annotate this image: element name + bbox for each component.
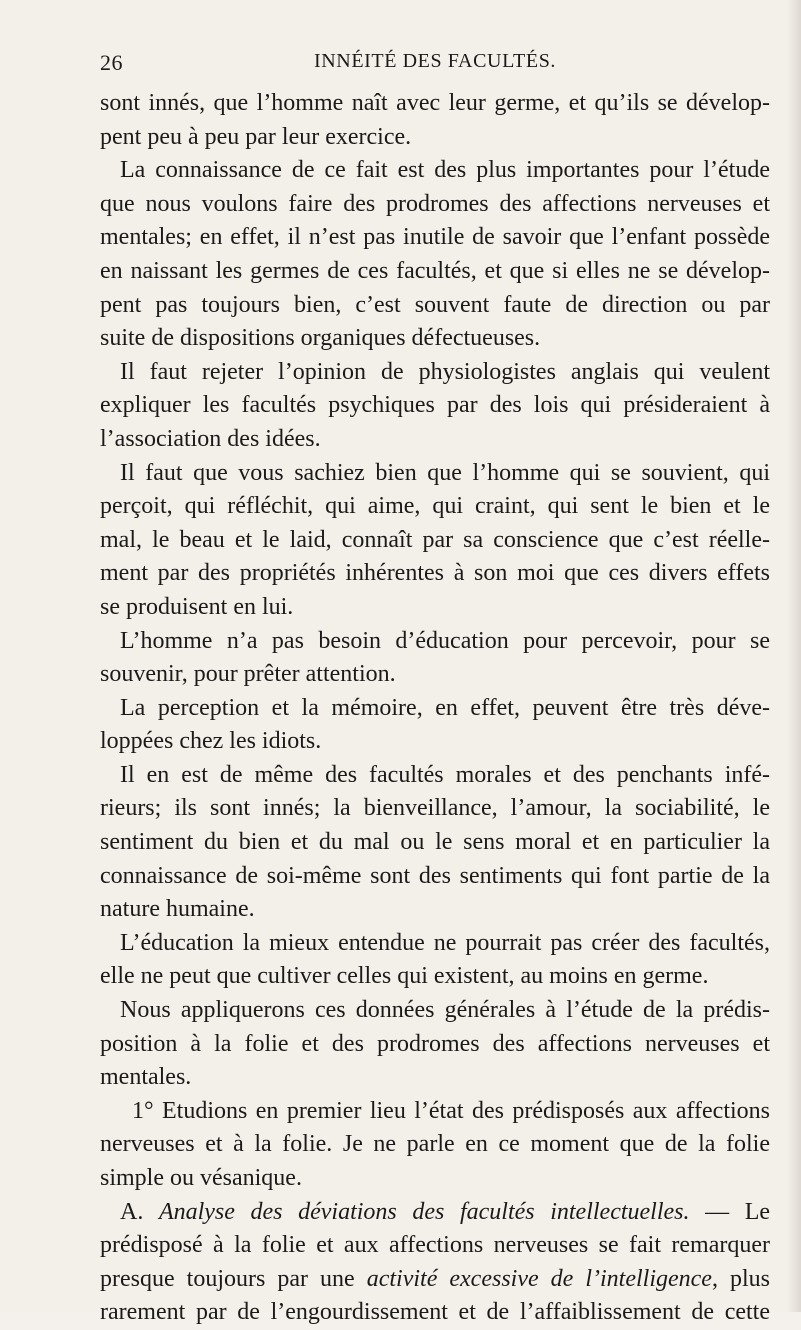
text-line: sont innés, que l’homme naît avec leur germe, et qu’ils se dévelop-	[100, 90, 770, 116]
page-edge-shadow	[787, 0, 801, 1312]
paragraph-start-line: Nous appliquerons ces données générales à l’étude de la prédis-	[120, 997, 770, 1024]
text-line: mentales.	[100, 1064, 192, 1091]
body-text	[100, 87, 770, 1330]
text-line: sentiment du bien et du mal ou le sens moral et en particulier la	[100, 829, 770, 856]
text-line: prédisposé à la folie et aux affections nerveuses se fait remarquer	[100, 1232, 770, 1259]
emphasized-text: activité excessive de l’intelligence	[366, 1265, 712, 1292]
text-line: nature humaine.	[100, 896, 255, 923]
paragraph-start-line: 1° Etudions en premier lieu l’état des prédisposés aux affections	[132, 1097, 770, 1124]
text-line: position à la folie et des prodromes des affections nerveuses et	[100, 1030, 770, 1057]
text-line: mal, le beau et le laid, connaît par sa conscience que c’est réelle-	[100, 526, 770, 553]
text-line: suite de dispositions organiques défectueuses.	[100, 325, 541, 352]
text-line: connaissance de soi-même sont des sentiments qui font partie de la	[100, 862, 770, 889]
page-number: 26	[100, 50, 123, 75]
text-line: que nous voulons faire des prodromes des affections nerveuses et	[100, 190, 770, 217]
running-title: INNÉITÉ DES FACULTÉS.	[313, 50, 557, 72]
text-line: expliquer les facultés psychiques par des lois qui présideraient à	[100, 392, 770, 419]
text-line: l’association des idées.	[100, 425, 321, 452]
section-heading-line	[100, 1196, 770, 1230]
section-line-rest: — Le	[689, 1198, 770, 1225]
paragraph-start-line: L’éducation la mieux entendue ne pourrait pas créer des facultés,	[120, 929, 770, 956]
section-title: Analyse des déviations des facultés intellectuelles.	[158, 1198, 690, 1225]
text-line: rieurs; ils sont innés; la bienveillance, l’amour, la sociabilité, le	[100, 795, 770, 822]
paragraph-start-line: Il faut que vous sachiez bien que l’homme qui se souvient, qui	[120, 459, 770, 486]
paragraph-start-line: L’homme n’a pas besoin d’éducation pour percevoir, pour se	[120, 627, 770, 654]
text-line: souvenir, pour prêter attention.	[100, 661, 396, 688]
text-line-with-emphasis	[100, 1263, 770, 1297]
text-line: pent pas toujours bien, c’est souvent faute de direction ou par	[100, 291, 770, 318]
page-header	[100, 50, 770, 80]
paragraph-start-line: La perception et la mémoire, en effet, peuvent être très déve-	[120, 694, 770, 721]
paragraph-start-line: Il faut rejeter l’opinion de physiologistes anglais qui veulent	[120, 358, 770, 385]
section-label: A.	[120, 1198, 144, 1225]
text-line: se produisent en lui.	[100, 593, 294, 620]
text-line: nerveuses et à la folie. Je ne parle en ce moment que de la folie	[100, 1131, 770, 1158]
text-line: mentales; en effet, il n’est pas inutile de savoir que l’enfant possède	[100, 224, 770, 251]
paragraph-start-line: La connaissance de ce fait est des plus importantes pour l’étude	[120, 157, 770, 184]
text-line: perçoit, qui réfléchit, qui aime, qui craint, qui sent le bien et le	[100, 493, 770, 520]
paragraph-start-line: Il en est de même des facultés morales et des penchants infé-	[120, 761, 770, 788]
text-line: ment par des propriétés inhérentes à son moi que ces divers effets	[100, 560, 770, 587]
text-line: elle ne peut que cultiver celles qui existent, au moins en germe.	[100, 963, 709, 990]
text-line: loppées chez les idiots.	[100, 728, 322, 755]
text-line: en naissant les germes de ces facultés, et que si elles ne se dévelop-	[100, 257, 770, 284]
text-line: pent peu à peu par leur exercice.	[100, 123, 412, 150]
text-line: rarement par de l’engourdissement et de l’affaiblissement de cette	[100, 1299, 770, 1326]
text-line: simple ou vésanique.	[100, 1165, 302, 1191]
text-segment: , plus	[711, 1265, 770, 1292]
text-segment: presque toujours par une	[100, 1265, 367, 1292]
